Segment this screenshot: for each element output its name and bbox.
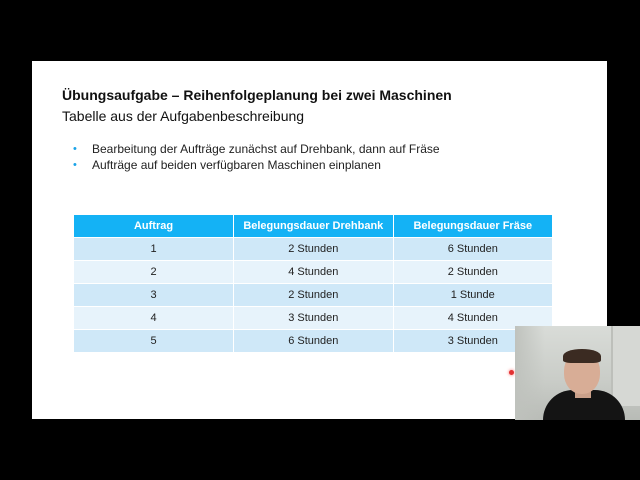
- table-cell-auftrag: 1: [74, 238, 234, 261]
- bullet-icon: •: [73, 159, 77, 171]
- table-cell-auftrag: 3: [74, 284, 234, 307]
- table-cell-auftrag: 2: [74, 261, 234, 284]
- table-cell-drehbank: 2 Stunden: [234, 284, 393, 307]
- table-cell-drehbank: 6 Stunden: [234, 330, 393, 353]
- table-cell-auftrag: 5: [74, 330, 234, 353]
- table-row: [74, 261, 552, 284]
- webcam-background: [515, 326, 545, 420]
- webcam-door: [611, 326, 640, 406]
- column-header-auftrag: Auftrag: [74, 215, 234, 238]
- table-row: [74, 307, 552, 330]
- bullet-item: [72, 157, 440, 173]
- bullet-text: Aufträge auf beiden verfügbaren Maschinen einplanen: [92, 158, 381, 172]
- table-cell-auftrag: 4: [74, 307, 234, 330]
- table-cell-fraese: 6 Stunden: [393, 238, 552, 261]
- slide-subtitle: Tabelle aus der Aufgabenbeschreibung: [62, 108, 305, 124]
- table-row: [74, 284, 552, 307]
- presenter-hair: [563, 349, 601, 363]
- table-cell-drehbank: 3 Stunden: [234, 307, 393, 330]
- table-row: [74, 238, 552, 261]
- bullet-list: [72, 141, 440, 173]
- column-header-drehbank: Belegungsdauer Drehbank: [234, 215, 393, 238]
- column-header-fraese: Belegungsdauer Fräse: [393, 215, 552, 238]
- table-cell-fraese: 2 Stunden: [393, 261, 552, 284]
- slide-title: Übungsaufgabe – Reihenfolgeplanung bei zwei Maschinen: [62, 87, 452, 103]
- table-header-row: [74, 215, 552, 238]
- table-cell-fraese: 1 Stunde: [393, 284, 552, 307]
- table-cell-drehbank: 4 Stunden: [234, 261, 393, 284]
- webcam-overlay: [515, 326, 640, 420]
- bullet-text: Bearbeitung der Aufträge zunächst auf Drehbank, dann auf Fräse: [92, 142, 440, 156]
- table-cell-fraese: 3 Stunden: [393, 330, 552, 353]
- bullet-icon: •: [73, 143, 77, 155]
- table-cell-drehbank: 2 Stunden: [234, 238, 393, 261]
- table-cell-fraese: 4 Stunden: [393, 307, 552, 330]
- laser-pointer-icon: [509, 370, 514, 375]
- order-table: [74, 215, 552, 352]
- bullet-item: [72, 141, 440, 157]
- table-row: [74, 330, 552, 353]
